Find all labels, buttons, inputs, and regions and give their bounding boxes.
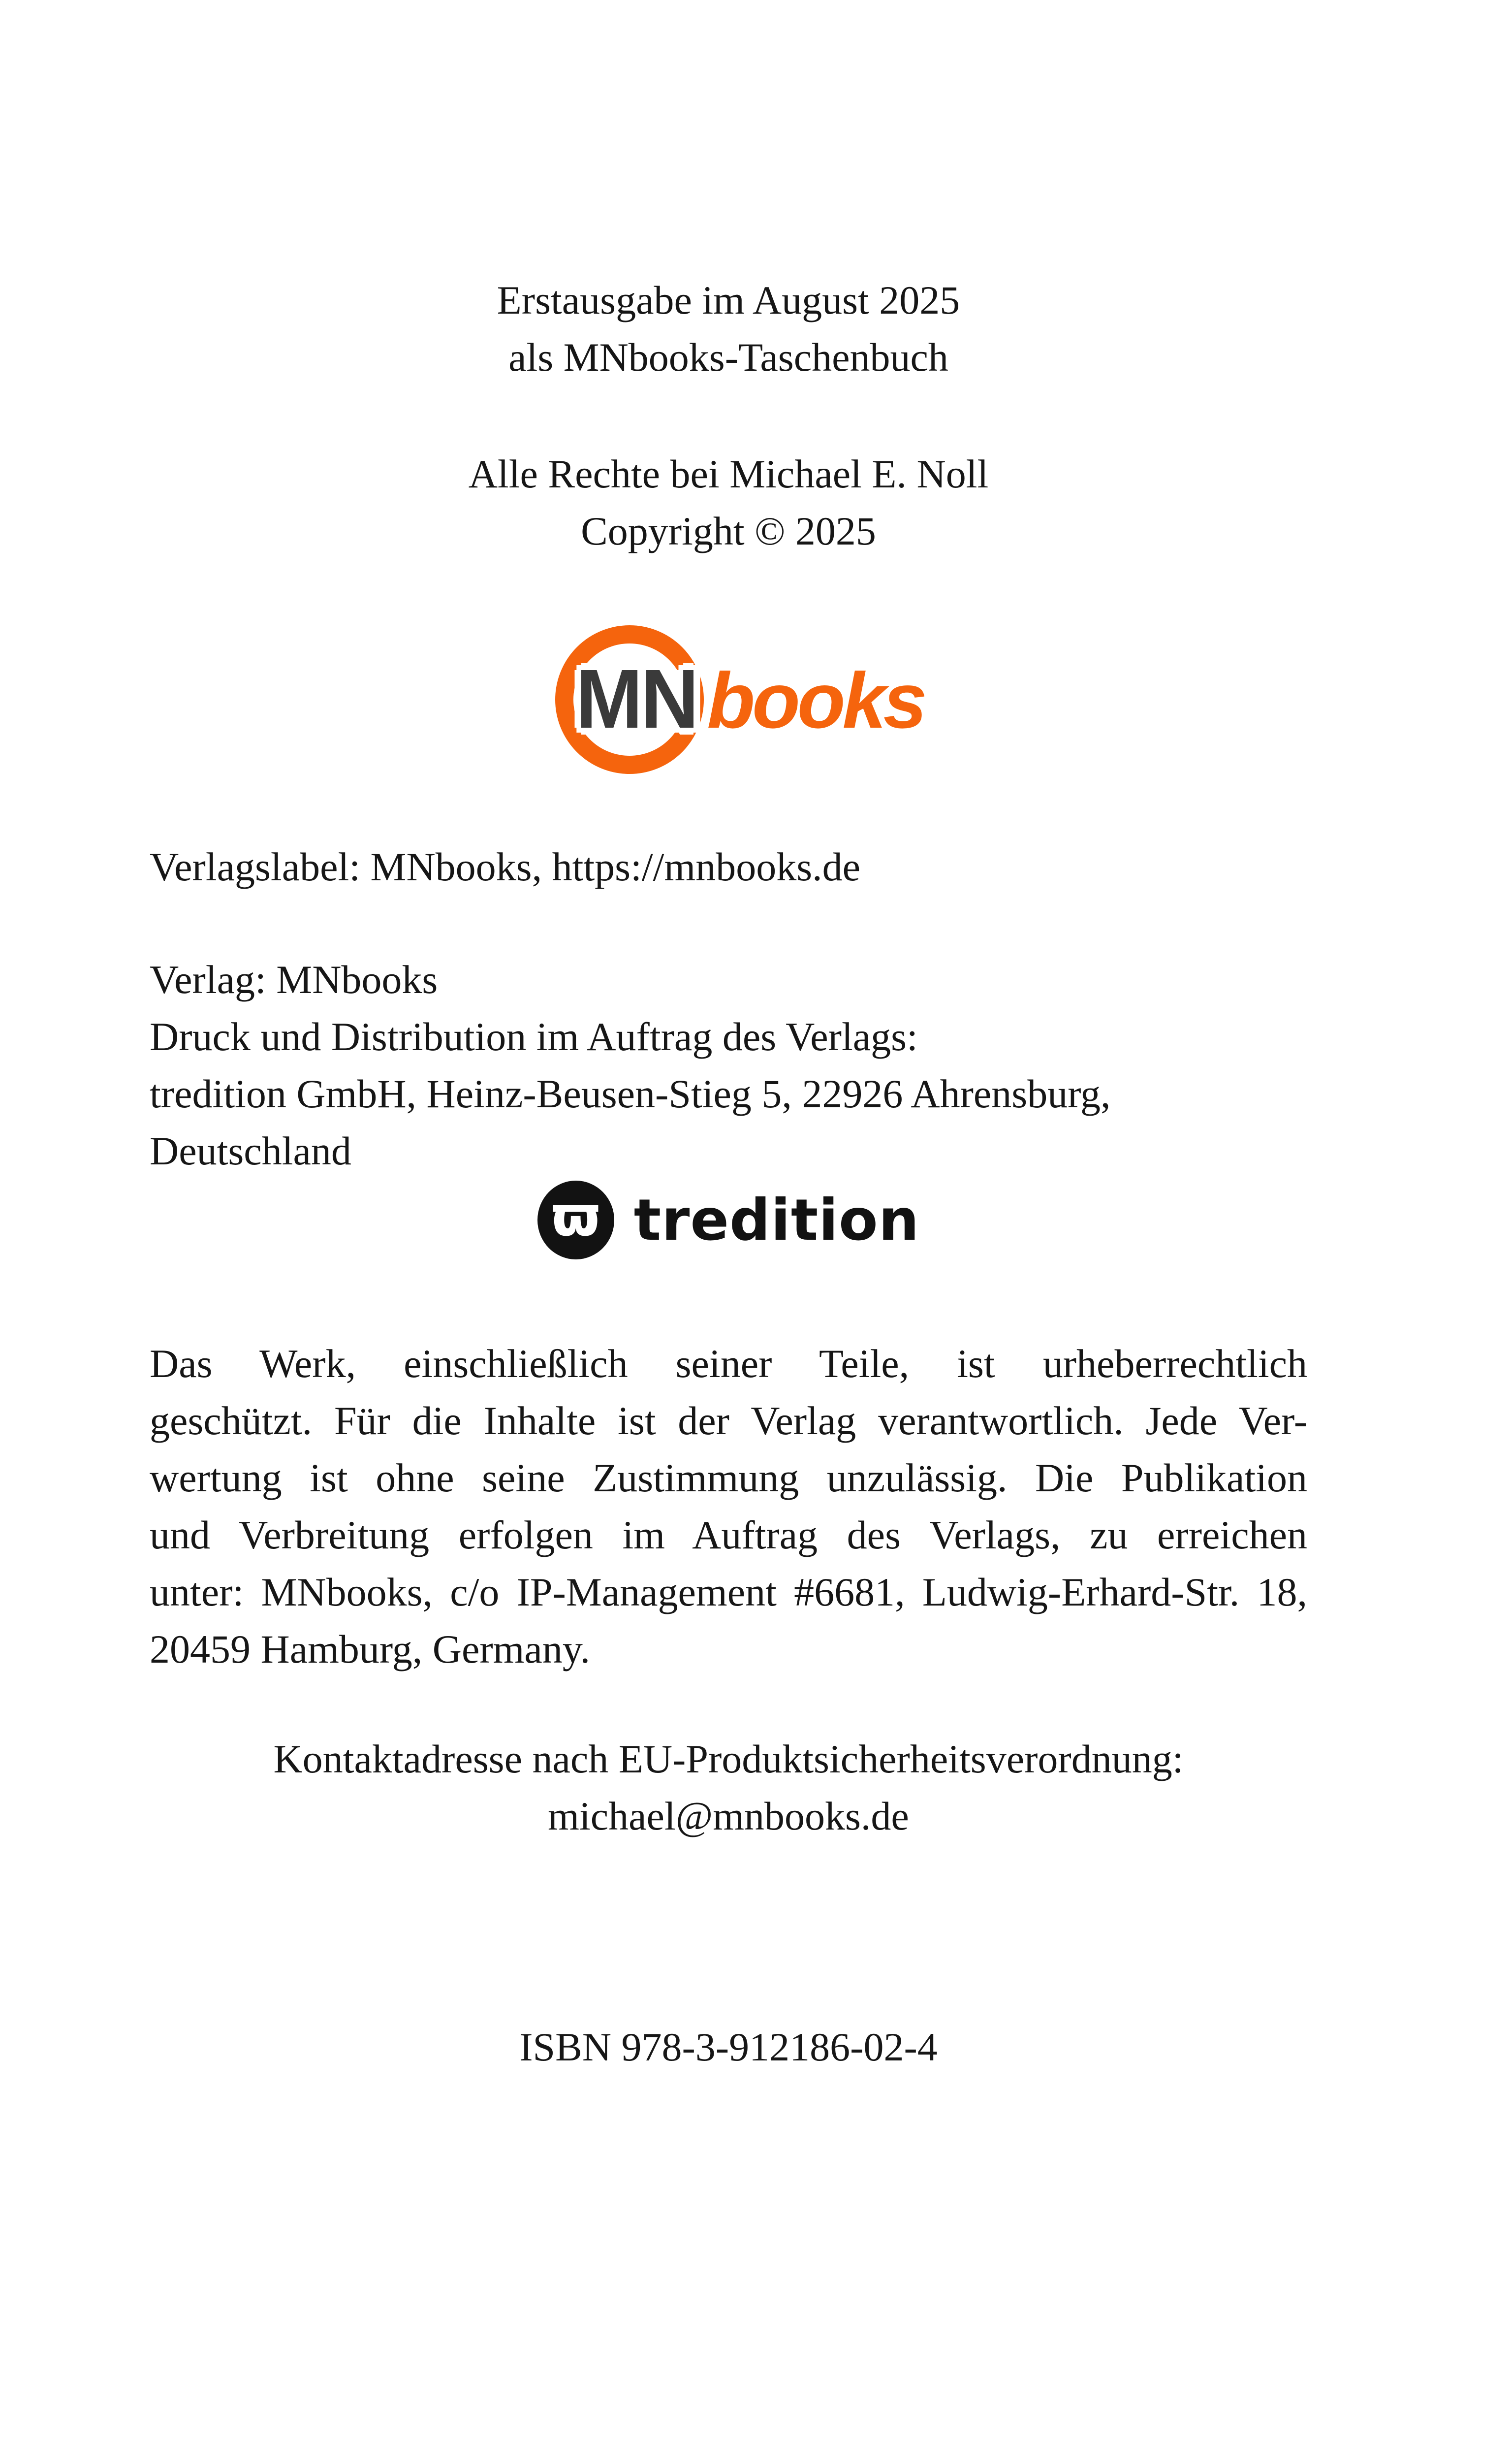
mnbooks-logo-text [555, 613, 929, 746]
rights-line: Alle Rechte bei Michael E. Noll [468, 451, 989, 496]
isbn-block [150, 2019, 1307, 2076]
edition-block [150, 272, 1307, 386]
legal-line: wertung ist ohne seine Zustimmung unzulässig. Die Publikation [150, 1455, 1307, 1500]
legal-line: unter: MNbooks, c/o IP-Management #6681, Ludwig-Erhard-Str. 18, [150, 1570, 1307, 1614]
mnbooks-logo-books: books [707, 656, 924, 744]
tredition-glyph: ϖ [552, 1185, 600, 1249]
tredition-logo [150, 1181, 1307, 1259]
legal-paragraph [150, 1335, 1307, 1678]
isbn-line: ISBN 978-3-912186-02-4 [519, 2025, 938, 2069]
tredition-pi-icon [537, 1181, 614, 1259]
contact-email: michael@mnbooks.de [548, 1794, 909, 1838]
mnbooks-logo [555, 613, 929, 780]
legal-line: geschützt. Für die Inhalte ist der Verlag verantwortlich. Jede Ver- [150, 1398, 1307, 1443]
contact-block [150, 1731, 1307, 1845]
publisher-line: Verlag: MNbooks [150, 957, 438, 1002]
edition-line-2: als MNbooks-Taschenbuch [508, 335, 948, 380]
publisher-line: Druck und Distribution im Auftrag des Verlags: [150, 1014, 918, 1059]
contact-regulation-line: Kontaktadresse nach EU-Produktsicherheitsverordnung: [273, 1736, 1184, 1781]
legal-line: und Verbreitung erfolgen im Auftrag des Verlags, zu erreichen [150, 1512, 1307, 1557]
publisher-line: Deutschland [150, 1128, 351, 1173]
tredition-wordmark: tredition [633, 1187, 920, 1254]
publisher-label-line: Verlagslabel: MNbooks, https://mnbooks.de [150, 844, 861, 889]
publisher-block [150, 951, 1307, 1180]
mnbooks-logo-mn: MN [576, 652, 697, 746]
publisher-line: tredition GmbH, Heinz-Beusen-Stieg 5, 22926 Ahrensburg, [150, 1071, 1111, 1116]
label-block [150, 838, 1307, 896]
legal-line: 20459 Hamburg, Germany. [150, 1627, 590, 1672]
rights-block [150, 446, 1307, 560]
legal-line: Das Werk, einschließlich seiner Teile, ist urheberrechtlich [150, 1341, 1307, 1386]
edition-line-1: Erstausgabe im August 2025 [497, 278, 960, 322]
copyright-line: Copyright © 2025 [581, 509, 876, 553]
